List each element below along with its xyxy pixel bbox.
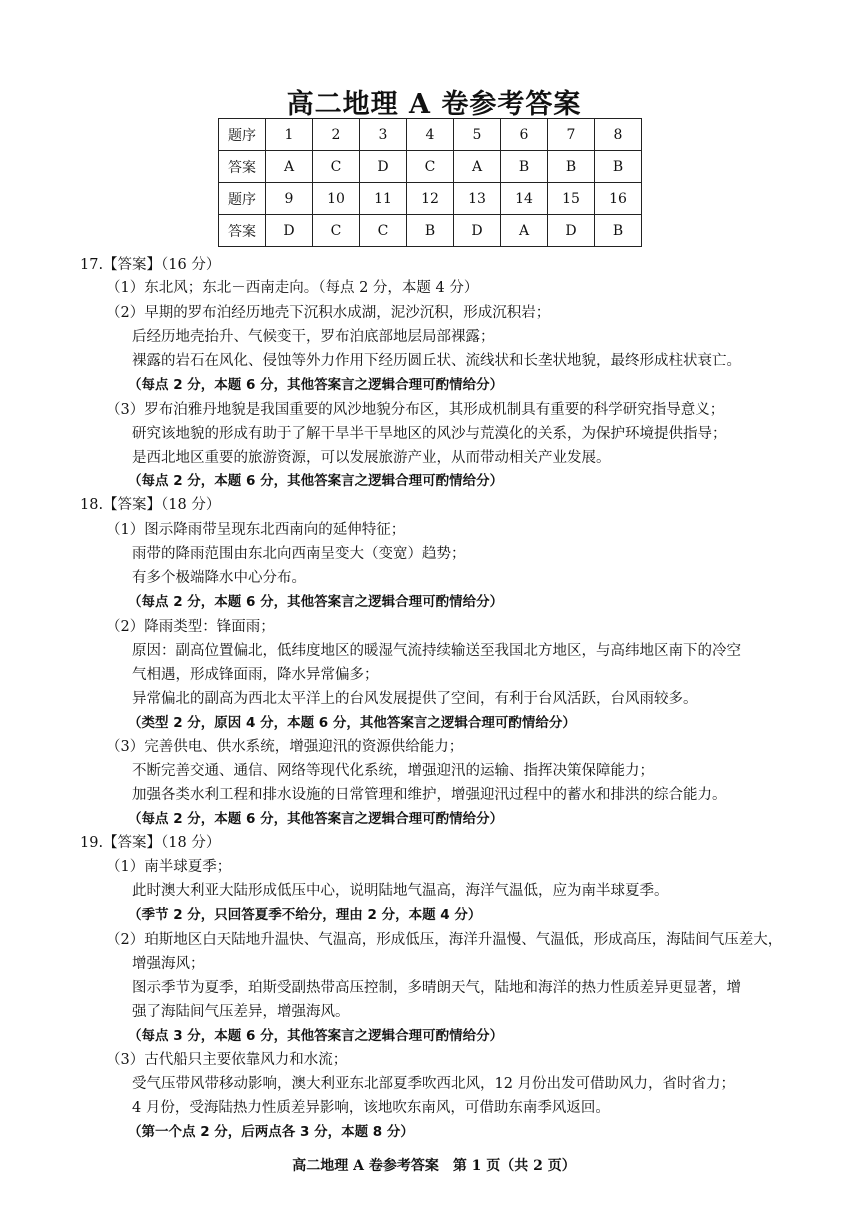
table-cell: C (313, 215, 360, 247)
table-cell: B (595, 215, 642, 247)
answer-line: （1）东北风；东北－西南走向。（每点 2 分，本题 4 分） (106, 280, 479, 296)
table-cell: 8 (595, 119, 642, 151)
answer-line: 加强各类水利工程和排水设施的日常管理和维护，增强迎汛过程中的蓄水和排洪的综合能力。 (132, 787, 727, 803)
scoring-note: （每点 2 分，本题 6 分，其他答案言之逻辑合理可酌情给分） (128, 811, 504, 827)
table-row-header: 答案 (219, 151, 266, 183)
table-cell: C (407, 151, 454, 183)
table-cell: 7 (548, 119, 595, 151)
table-cell: B (407, 215, 454, 247)
answer-line: 是西北地区重要的旅游资源，可以发展旅游产业，从而带动相关产业发展。 (132, 450, 611, 466)
answer-line: 图示季节为夏季，珀斯受副热带高压控制，多晴朗天气，陆地和海洋的热力性质差异更显著，增 (132, 980, 741, 996)
answer-line: （2）早期的罗布泊经历地壳下沉积水成湖，泥沙沉积，形成沉积岩； (106, 305, 551, 321)
table-row-header: 题序 (219, 183, 266, 215)
answer-line: 受气压带风带移动影响，澳大利亚东北部夏季吹西北风，12 月份出发可借助风力，省时省力； (132, 1076, 736, 1092)
table-cell: A (454, 151, 501, 183)
page-title: 高二地理 A 卷参考答案 (286, 89, 582, 120)
table-cell: A (501, 215, 548, 247)
answer-line: 增强海风； (132, 956, 205, 972)
scoring-note: （每点 2 分，本题 6 分，其他答案言之逻辑合理可酌情给分） (128, 473, 504, 489)
answer-line: 4 月份，受海陆热力性质差异影响，该地吹东南风，可借助东南季风返回。 (132, 1100, 610, 1116)
table-row (219, 119, 642, 151)
answer-table (218, 118, 642, 247)
table-cell: C (360, 215, 407, 247)
table-cell: B (595, 151, 642, 183)
table-cell: 12 (407, 183, 454, 215)
scoring-note: （第一个点 2 分，后两点各 3 分，本题 8 分） (128, 1124, 414, 1140)
answer-line: 原因：副高位置偏北，低纬度地区的暖湿气流持续输送至我国北方地区，与高纬地区南下的冷空 (132, 643, 741, 659)
answer-line: 雨带的降雨范围由东北向西南呈变大（变宽）趋势； (132, 546, 466, 562)
table-cell: 14 (501, 183, 548, 215)
answer-line: 不断完善交通、通信、网络等现代化系统，增强迎汛的运输、指挥决策保障能力； (132, 763, 654, 779)
answer-line: 后经历地壳抬升、气候变干，罗布泊底部地层局部裸露； (132, 329, 495, 345)
answer-line: （1）南半球夏季； (106, 859, 232, 875)
table-cell: D (360, 151, 407, 183)
table-cell: D (548, 215, 595, 247)
table-cell: A (266, 151, 313, 183)
scoring-note: （类型 2 分，原因 4 分，本题 6 分，其他答案言之逻辑合理可酌情给分） (128, 715, 576, 731)
page-footer: 高二地理 A 卷参考答案 第 1 页（共 2 页） (292, 1158, 576, 1174)
table-cell: D (266, 215, 313, 247)
table-cell: 2 (313, 119, 360, 151)
scoring-note: （每点 2 分，本题 6 分，其他答案言之逻辑合理可酌情给分） (128, 594, 504, 610)
table-cell: 9 (266, 183, 313, 215)
table-cell: 11 (360, 183, 407, 215)
answer-line: 有多个极端降水中心分布。 (132, 570, 306, 586)
scoring-note: （季节 2 分，只回答夏季不给分，理由 2 分，本题 4 分） (128, 907, 482, 923)
table-cell: 13 (454, 183, 501, 215)
table-row (219, 151, 642, 183)
table-cell: 4 (407, 119, 454, 151)
answer-line: （2）珀斯地区白天陆地升温快、气温高，形成低压，海洋升温慢、气温低，形成高压，海陆间气压差大， (106, 932, 783, 948)
table-cell: 16 (595, 183, 642, 215)
table-row-header: 题序 (219, 119, 266, 151)
answer-line: 气相遇，形成锋面雨，降水异常偏多； (132, 667, 379, 683)
table-cell: 1 (266, 119, 313, 151)
table-cell: 15 (548, 183, 595, 215)
table-cell: 3 (360, 119, 407, 151)
answer-line: 异常偏北的副高为西北太平洋上的台风发展提供了空间，有利于台风活跃，台风雨较多。 (132, 691, 698, 707)
table-cell: B (501, 151, 548, 183)
answer-line: 强了海陆间气压差异，增强海风。 (132, 1004, 350, 1020)
answer-line: （3）古代船只主要依靠风力和水流； (106, 1052, 348, 1068)
scoring-note: （每点 2 分，本题 6 分，其他答案言之逻辑合理可酌情给分） (128, 377, 504, 393)
answer-line: （3）罗布泊雅丹地貌是我国重要的风沙地貌分布区，其形成机制具有重要的科学研究指导意义； (106, 402, 725, 418)
answer-line: 18.【答案】（18 分） (80, 497, 221, 513)
answer-line: 此时澳大利亚大陆形成低压中心，说明陆地气温高，海洋气温低，应为南半球夏季。 (132, 883, 669, 899)
table-row-header: 答案 (219, 215, 266, 247)
table-cell: 6 (501, 119, 548, 151)
answer-line: 研究该地貌的形成有助于了解干旱半干旱地区的风沙与荒漠化的关系，为保护环境提供指导； (132, 426, 727, 442)
table-row (219, 183, 642, 215)
answer-line: 裸露的岩石在风化、侵蚀等外力作用下经历圆丘状、流线状和长垄状地貌，最终形成柱状衰亡。 (132, 353, 741, 369)
answer-line: 17.【答案】（16 分） (80, 257, 221, 273)
table-cell: D (454, 215, 501, 247)
answer-line: （3）完善供电、供水系统，增强迎汛的资源供给能力； (106, 739, 464, 755)
table-cell: C (313, 151, 360, 183)
answer-line: （1）图示降雨带呈现东北西南向的延伸特征； (106, 522, 406, 538)
answer-line: （2）降雨类型：锋面雨； (106, 619, 275, 635)
table-cell: 10 (313, 183, 360, 215)
table-row (219, 215, 642, 247)
table-cell: B (548, 151, 595, 183)
table-cell: 5 (454, 119, 501, 151)
scoring-note: （每点 3 分，本题 6 分，其他答案言之逻辑合理可酌情给分） (128, 1028, 504, 1044)
answer-line: 19.【答案】（18 分） (80, 835, 221, 851)
